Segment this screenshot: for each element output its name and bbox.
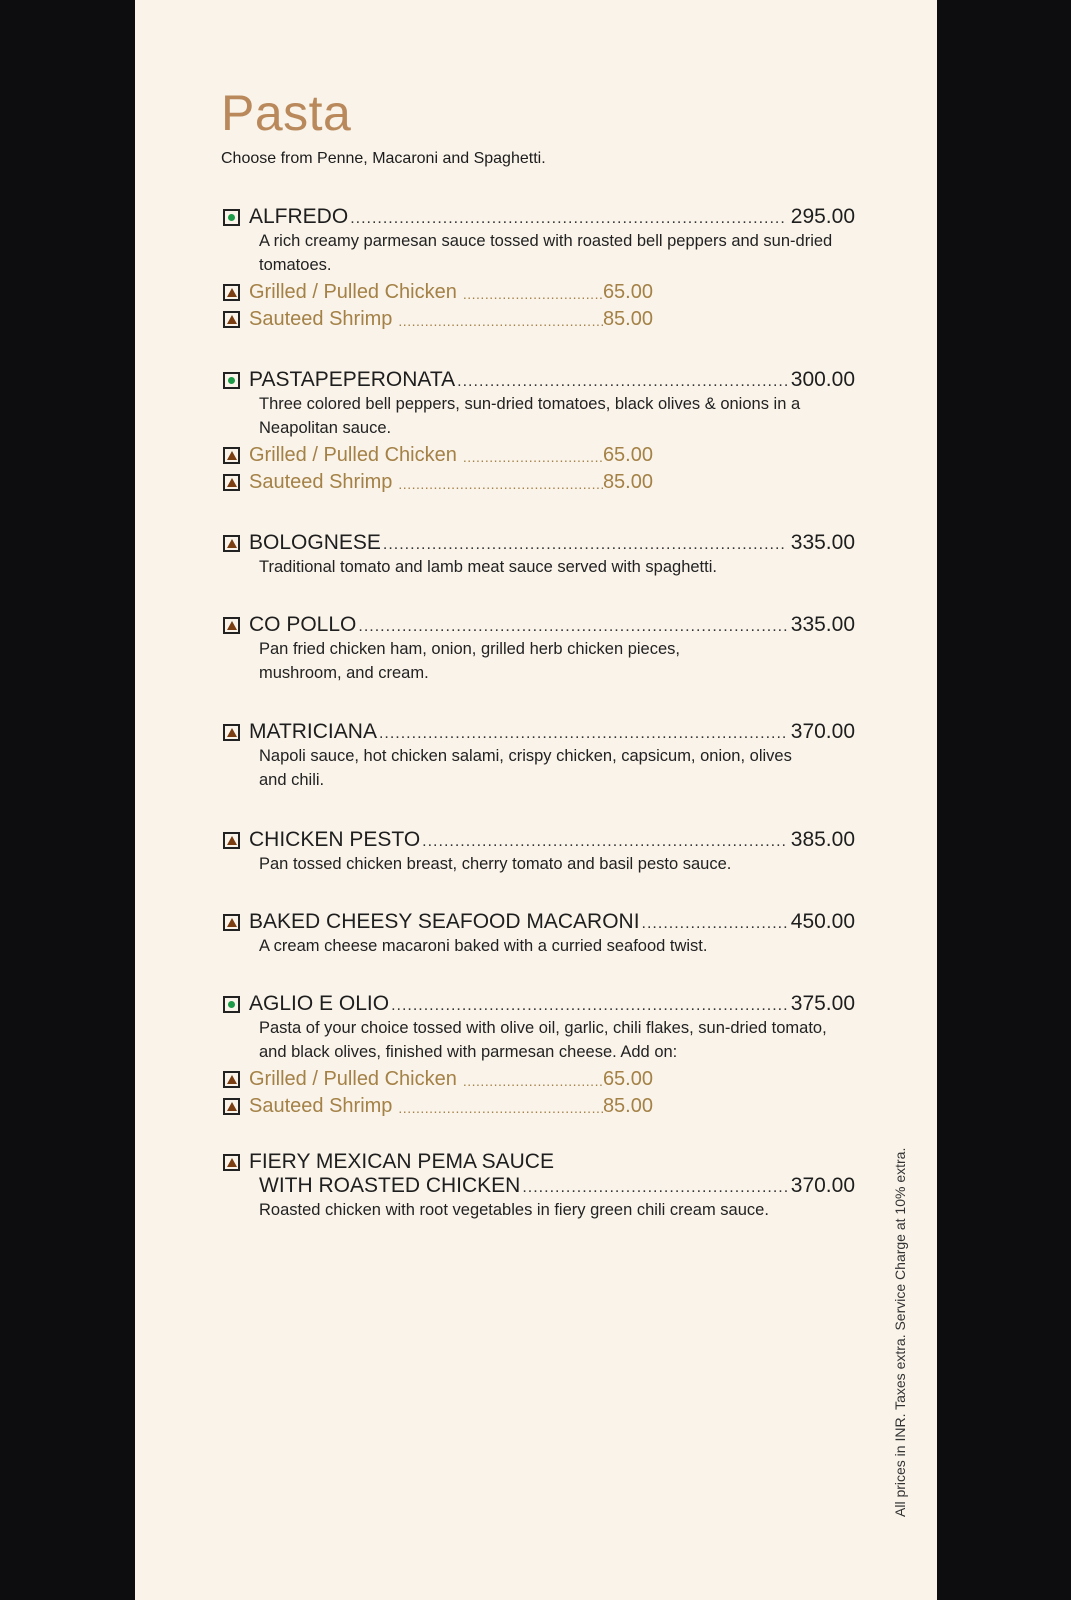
- menu-item-chicken-pesto: [223, 828, 855, 876]
- leader-dots: [391, 996, 787, 1016]
- menu-item-bolognese: [223, 531, 855, 579]
- item-price: 370.00: [790, 720, 855, 743]
- item-price: 375.00: [790, 992, 855, 1015]
- leader-dots: [379, 724, 787, 744]
- addon-name: Sauteed Shrimp: [249, 471, 393, 493]
- addon-name: Sauteed Shrimp: [249, 308, 393, 330]
- leader-dots: [350, 209, 787, 229]
- item-price: 450.00: [790, 910, 855, 933]
- nonveg-icon: [223, 617, 240, 634]
- menu-item-co-pollo: [223, 613, 855, 685]
- item-description: Pan tossed chicken breast, cherry tomato and basil pesto sauce.: [259, 855, 732, 873]
- addon-price: 85.00: [602, 1095, 653, 1117]
- leader-dots: [463, 447, 603, 467]
- item-price: 295.00: [790, 205, 855, 228]
- item-description: A cream cheese macaroni baked with a curried seafood twist.: [259, 937, 708, 955]
- item-description: Roasted chicken with root vegetables in fiery green chili cream sauce.: [259, 1201, 769, 1219]
- menu-item-baked-cheesy-seafood-macaroni: [223, 910, 855, 958]
- leader-dots: [522, 1178, 786, 1198]
- leader-dots: [398, 311, 603, 331]
- addon-name: Grilled / Pulled Chicken: [249, 281, 457, 303]
- pricing-note: All prices in INR. Taxes extra. Service Charge at 10% extra.: [892, 1147, 908, 1517]
- item-name: MATRICIANA: [249, 720, 377, 743]
- leader-dots: [398, 1098, 603, 1118]
- veg-icon: [223, 209, 240, 226]
- item-description: Traditional tomato and lamb meat sauce served with spaghetti.: [259, 558, 717, 576]
- page-title: Pasta: [221, 85, 352, 141]
- addon-row: [223, 1091, 653, 1118]
- menu-item-alfredo: [223, 205, 855, 331]
- addon-price: 65.00: [602, 1068, 653, 1090]
- menu-item-pastapeperonata: [223, 368, 855, 494]
- item-description: Napoli sauce, hot chicken salami, crispy chicken, capsicum, onion, olives and chili.: [259, 747, 792, 789]
- leader-dots: [463, 1071, 603, 1091]
- leader-dots: [383, 535, 787, 555]
- nonveg-icon: [223, 1098, 240, 1115]
- page-subtitle: Choose from Penne, Macaroni and Spaghetti.: [221, 150, 546, 167]
- menu-item-aglio-e-olio: [223, 992, 855, 1118]
- nonveg-icon: [223, 284, 240, 301]
- addon-name: Sauteed Shrimp: [249, 1095, 393, 1117]
- item-name: BOLOGNESE: [249, 531, 381, 554]
- addon-row: [223, 1064, 653, 1091]
- menu-item-fiery-mexican-pema-sauce: [223, 1150, 855, 1222]
- addon-row: [223, 304, 653, 331]
- leader-dots: [457, 372, 787, 392]
- leader-dots: [463, 284, 603, 304]
- addon-price: 85.00: [602, 471, 653, 493]
- nonveg-icon: [223, 474, 240, 491]
- addon-price: 85.00: [602, 308, 653, 330]
- item-description: Pan fried chicken ham, onion, grilled herb chicken pieces, mushroom, and cream.: [259, 640, 680, 682]
- nonveg-icon: [223, 535, 240, 552]
- veg-icon: [223, 372, 240, 389]
- item-name-line2: WITH ROASTED CHICKEN: [259, 1174, 521, 1197]
- nonveg-icon: [223, 1071, 240, 1088]
- addon-price: 65.00: [602, 281, 653, 303]
- addon-name: Grilled / Pulled Chicken: [249, 1068, 457, 1090]
- item-name: PASTAPEPERONATA: [249, 368, 456, 391]
- item-price: 335.00: [790, 531, 855, 554]
- item-name: BAKED CHEESY SEAFOOD MACARONI: [249, 910, 640, 933]
- item-description: Three colored bell peppers, sun-dried tomatoes, black olives & onions in a Neapolitan sauce.: [259, 395, 801, 437]
- addon-row: [223, 440, 653, 467]
- nonveg-icon: [223, 832, 240, 849]
- nonveg-icon: [223, 447, 240, 464]
- addon-name: Grilled / Pulled Chicken: [249, 444, 457, 466]
- leader-dots: [422, 832, 787, 852]
- item-price: 370.00: [790, 1174, 855, 1197]
- veg-icon: [223, 996, 240, 1013]
- nonveg-icon: [223, 724, 240, 741]
- item-name: FIERY MEXICAN PEMA SAUCE: [249, 1150, 554, 1173]
- item-name: ALFREDO: [249, 205, 349, 228]
- item-description: Pasta of your choice tossed with olive oil, garlic, chili flakes, sun-dried tomato, and black olives, finished with parmesan cheese. Add on:: [259, 1019, 827, 1061]
- leader-dots: [642, 914, 787, 934]
- addon-price: 65.00: [602, 444, 653, 466]
- addon-row: [223, 277, 653, 304]
- item-name: CHICKEN PESTO: [249, 828, 421, 851]
- addon-row: [223, 467, 653, 494]
- leader-dots: [358, 617, 786, 637]
- menu-page: [135, 0, 937, 1600]
- menu-item-matriciana: [223, 720, 855, 792]
- item-price: 385.00: [790, 828, 855, 851]
- nonveg-icon: [223, 311, 240, 328]
- leader-dots: [398, 474, 603, 494]
- item-description: A rich creamy parmesan sauce tossed with roasted bell peppers and sun-dried tomatoes.: [259, 232, 833, 274]
- item-price: 335.00: [790, 613, 855, 636]
- item-name: AGLIO E OLIO: [249, 992, 390, 1015]
- item-price: 300.00: [790, 368, 855, 391]
- item-name: CO POLLO: [249, 613, 357, 636]
- nonveg-icon: [223, 914, 240, 931]
- nonveg-icon: [223, 1154, 240, 1171]
